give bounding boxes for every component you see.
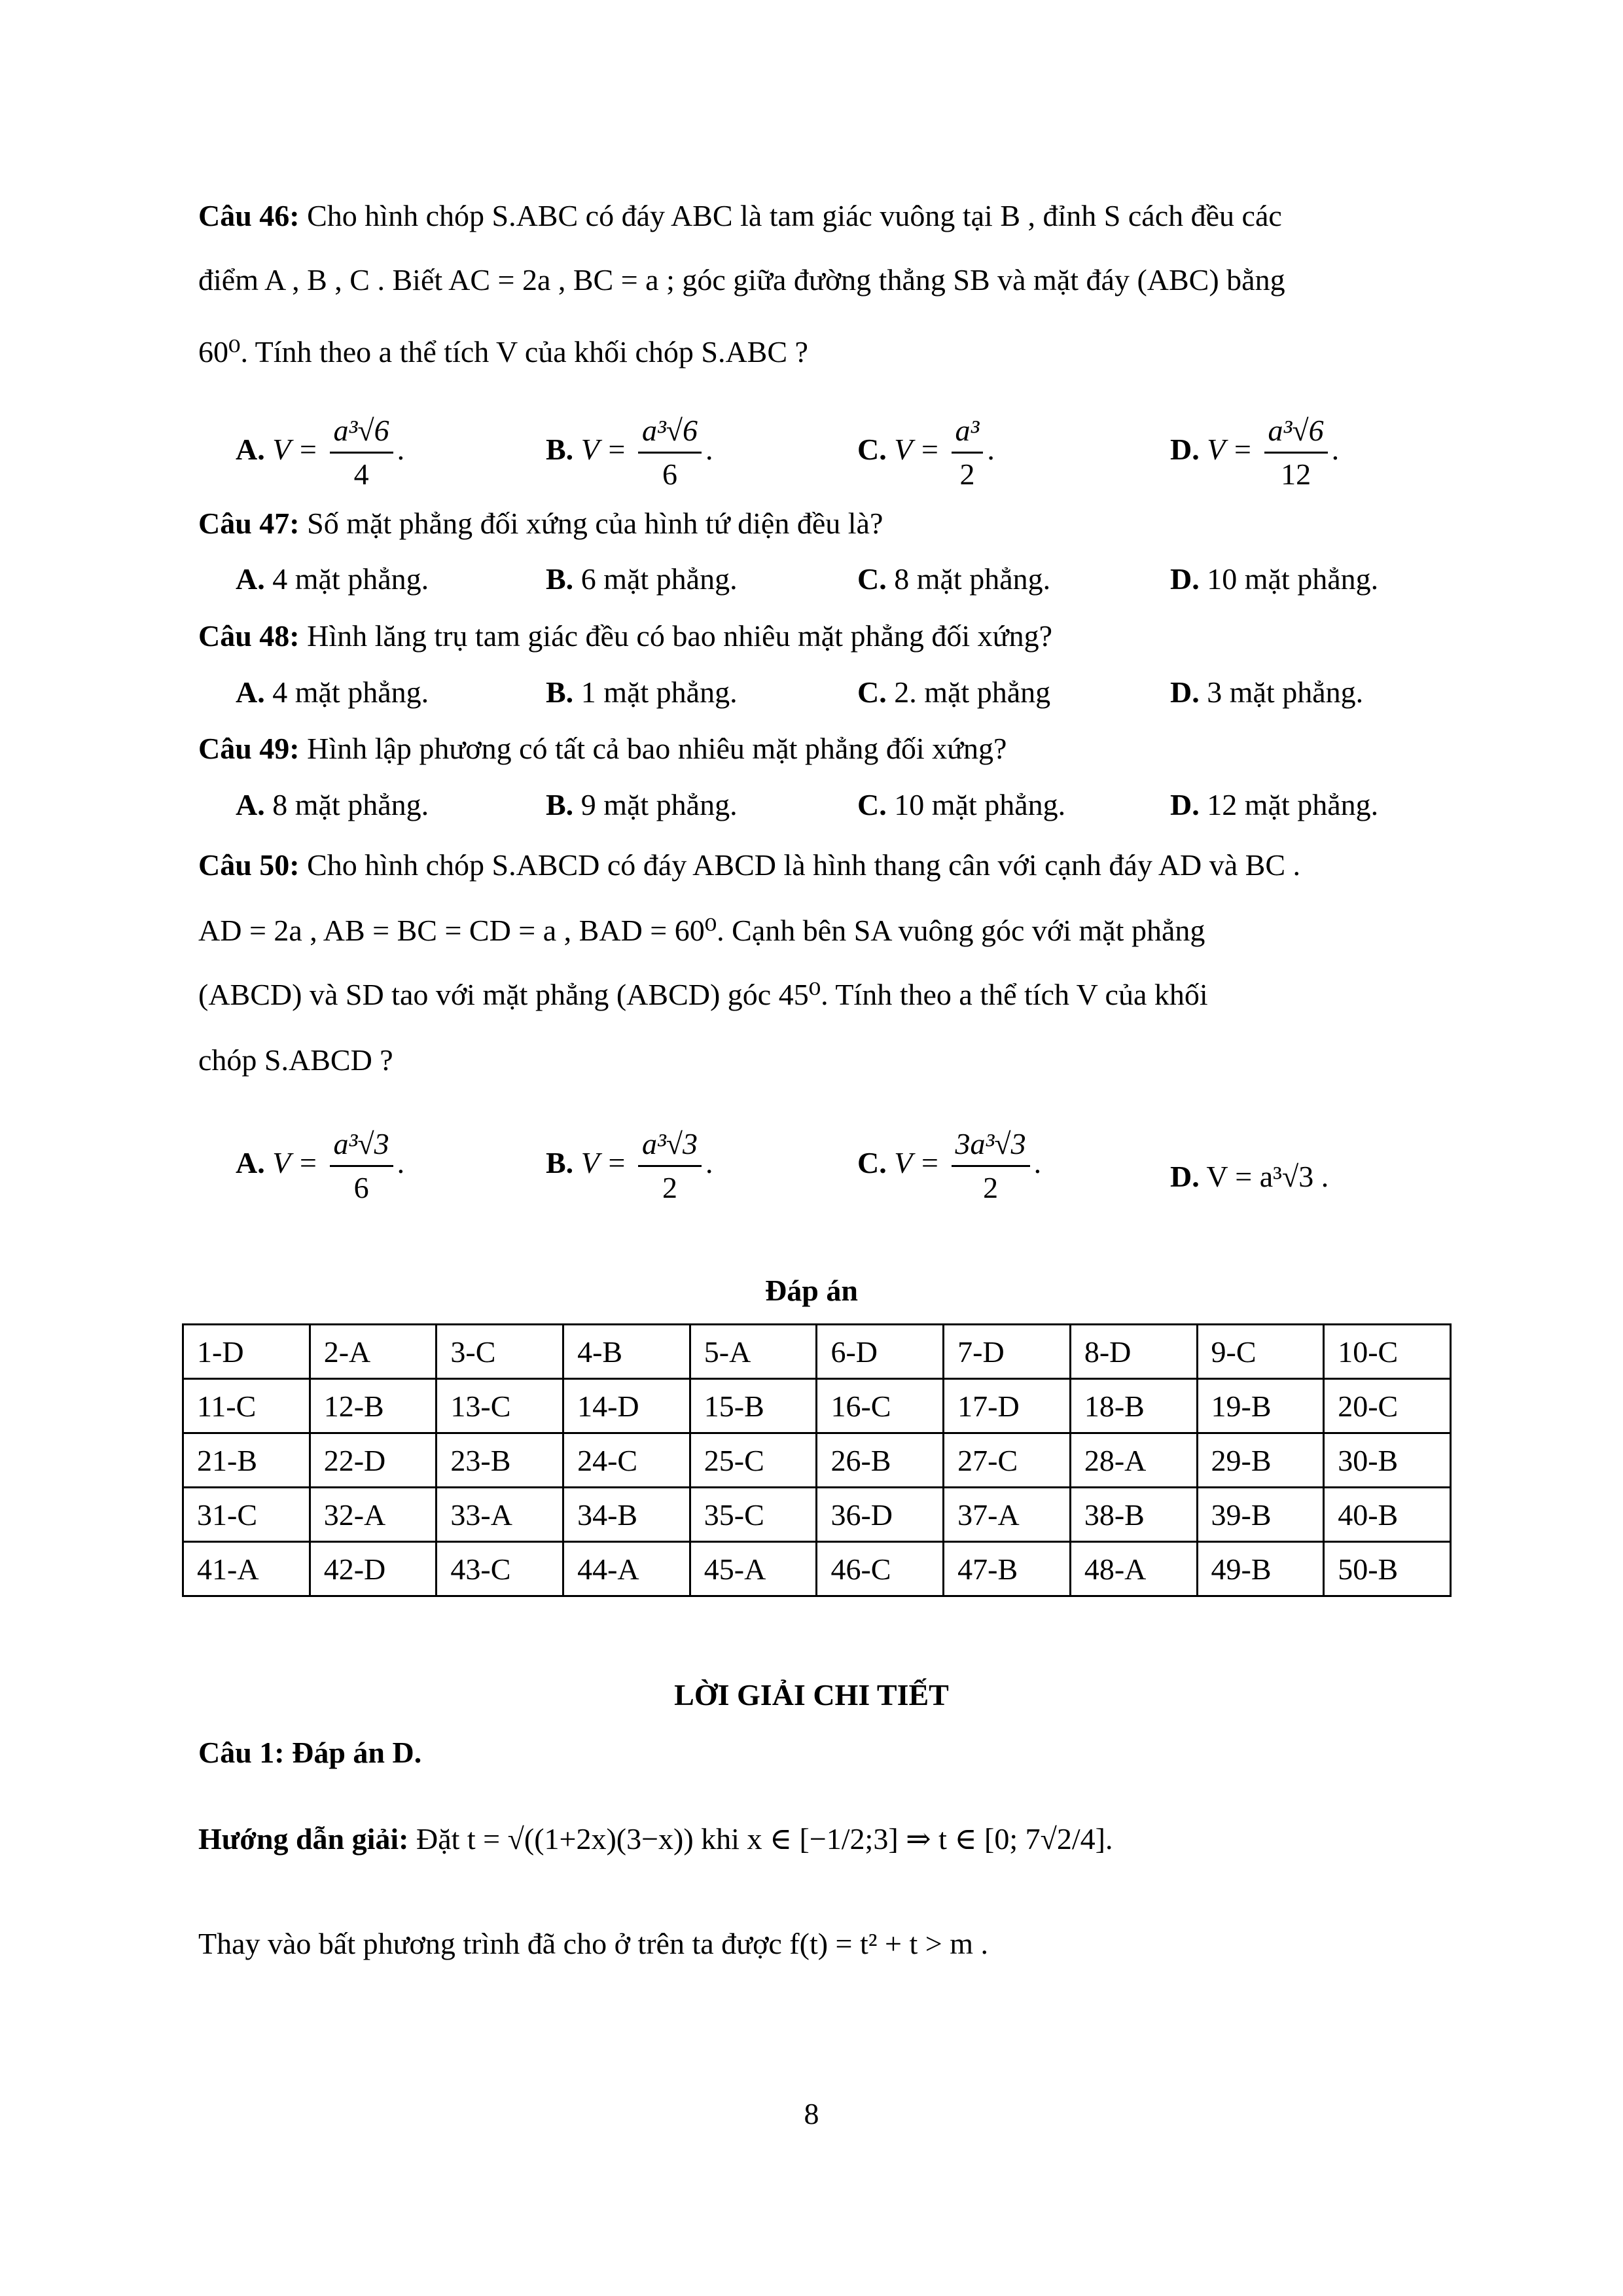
answer-cell: 14-D <box>563 1379 690 1433</box>
q46-label: Câu 46: <box>198 199 300 232</box>
answer-cell: 48-A <box>1070 1542 1197 1596</box>
answer-cell: 4-B <box>563 1325 690 1379</box>
answer-cell: 6-D <box>817 1325 944 1379</box>
q48-option-a[interactable]: A. 4 mặt phẳng. <box>236 675 429 709</box>
answer-cell: 39-B <box>1197 1488 1324 1542</box>
q50-option-b[interactable]: B. V = $\frac{\text{a³√3}}{2}$ . <box>546 1126 713 1206</box>
answer-cell: 36-D <box>817 1488 944 1542</box>
q47-stem: Câu 47: Số mặt phẳng đối xứng của hình tứ diện đều là? <box>198 507 883 540</box>
fraction: $\frac{\text{a³√3}}{2}$ <box>638 1126 702 1206</box>
answer-cell: 33-A <box>437 1488 563 1542</box>
answer-cell: 21-B <box>183 1433 310 1488</box>
answer-cell: 1-D <box>183 1325 310 1379</box>
answers-title: Đáp án <box>765 1274 858 1307</box>
answer-cell: 16-C <box>817 1379 944 1433</box>
answer-cell: 45-A <box>690 1542 817 1596</box>
q50-line1: Câu 50: Cho hình chóp S.ABCD có đáy ABCD là hình thang cân với cạnh đáy AD và BC . <box>198 848 1301 882</box>
fraction: $\frac{\text{3a³√3}}{2}$ <box>952 1126 1030 1206</box>
answer-cell: 11-C <box>183 1379 310 1433</box>
answer-cell: 46-C <box>817 1542 944 1596</box>
answer-cell: 38-B <box>1070 1488 1197 1542</box>
solution-title: LỜI GIẢI CHI TIẾT <box>674 1678 949 1712</box>
q48-option-b[interactable]: B. 1 mặt phẳng. <box>546 675 738 709</box>
answer-cell: 30-B <box>1324 1433 1451 1488</box>
answer-cell: 34-B <box>563 1488 690 1542</box>
q46-option-d[interactable]: D. V = $\frac{\text{a³√6}}{12}$ . <box>1170 412 1339 493</box>
table-row <box>183 1488 1451 1542</box>
answer-cell: 18-B <box>1070 1379 1197 1433</box>
q46-option-a[interactable]: A. V = $\frac{\text{a³√6}}{4}$ . <box>236 412 404 493</box>
answer-cell: 32-A <box>310 1488 437 1542</box>
q48-option-c[interactable]: C. 2. mặt phẳng <box>857 675 1051 709</box>
answer-cell: 31-C <box>183 1488 310 1542</box>
table-row <box>183 1433 1451 1488</box>
fraction: $\frac{\text{a³√3}}{6}$ <box>330 1126 393 1206</box>
answer-cell: 27-C <box>944 1433 1071 1488</box>
solution-line-2: Thay vào bất phương trình đã cho ở trên ta được f(t) = t² + t > m . <box>198 1927 989 1960</box>
answer-cell: 17-D <box>944 1379 1071 1433</box>
fraction: $\frac{\text{a³√6}}{12}$ <box>1264 412 1328 493</box>
q50-option-d[interactable]: D. V = a³√3 . <box>1170 1160 1329 1193</box>
answer-cell: 29-B <box>1197 1433 1324 1488</box>
q49-stem: Câu 49: Hình lập phương có tất cả bao nhiêu mặt phẳng đối xứng? <box>198 732 1007 765</box>
q48-option-d[interactable]: D. 3 mặt phẳng. <box>1170 675 1364 709</box>
q50-option-c[interactable]: C. V = $\frac{\text{3a³√3}}{2}$ . <box>857 1126 1041 1206</box>
answer-cell: 13-C <box>437 1379 563 1433</box>
answer-cell: 7-D <box>944 1325 1071 1379</box>
q46-option-c[interactable]: C. V = $\frac{\text{a³}}{2}$ . <box>857 412 995 493</box>
answer-cell: 19-B <box>1197 1379 1324 1433</box>
answer-cell: 12-B <box>310 1379 437 1433</box>
table-row <box>183 1379 1451 1433</box>
answer-cell: 49-B <box>1197 1542 1324 1596</box>
answer-cell: 10-C <box>1324 1325 1451 1379</box>
answer-cell: 43-C <box>437 1542 563 1596</box>
q47-option-a[interactable]: A. 4 mặt phẳng. <box>236 562 429 596</box>
answer-cell: 42-D <box>310 1542 437 1596</box>
answer-cell: 23-B <box>437 1433 563 1488</box>
answer-cell: 44-A <box>563 1542 690 1596</box>
answer-cell: 37-A <box>944 1488 1071 1542</box>
table-row <box>183 1325 1451 1379</box>
q46-line1-text: Cho hình chóp S.ABC có đáy ABC là tam giác vuông tại B , đỉnh S cách đều các <box>307 199 1282 232</box>
q50-line3: (ABCD) và SD tao với mặt phẳng (ABCD) góc 45⁰. Tính theo a thể tích V của khối <box>198 978 1208 1011</box>
answer-cell: 47-B <box>944 1542 1071 1596</box>
q47-option-c[interactable]: C. 8 mặt phẳng. <box>857 562 1051 596</box>
answer-cell: 5-A <box>690 1325 817 1379</box>
q50-line2: AD = 2a , AB = BC = CD = a , BAD = 60⁰. Cạnh bên SA vuông góc với mặt phẳng <box>198 914 1205 947</box>
answer-cell: 50-B <box>1324 1542 1451 1596</box>
q47-option-b[interactable]: B. 6 mặt phẳng. <box>546 562 738 596</box>
q1-heading: Câu 1: Đáp án D. <box>198 1736 422 1769</box>
answer-cell: 26-B <box>817 1433 944 1488</box>
fraction: $\frac{\text{a³√6}}{6}$ <box>638 412 702 493</box>
answer-cell: 20-C <box>1324 1379 1451 1433</box>
q49-option-b[interactable]: B. 9 mặt phẳng. <box>546 788 738 821</box>
answer-cell: 41-A <box>183 1542 310 1596</box>
q46-option-b[interactable]: B. V = $\frac{\text{a³√6}}{6}$ . <box>546 412 713 493</box>
answer-cell: 3-C <box>437 1325 563 1379</box>
q50-option-a[interactable]: A. V = $\frac{\text{a³√3}}{6}$ . <box>236 1126 404 1206</box>
answer-cell: 2-A <box>310 1325 437 1379</box>
fraction: $\frac{\text{a³√6}}{4}$ <box>330 412 393 493</box>
table-row <box>183 1542 1451 1596</box>
q46-line3: 60⁰. Tính theo a thể tích V của khối chóp S.ABC ? <box>198 335 808 368</box>
q49-option-a[interactable]: A. 8 mặt phẳng. <box>236 788 429 821</box>
answer-cell: 35-C <box>690 1488 817 1542</box>
guide-line: Hướng dẫn giải: Đặt t = √((1+2x)(3−x)) khi x ∈ [−1/2;3] ⇒ t ∈ [0; 7√2/4]. <box>198 1822 1113 1856</box>
answer-cell: 9-C <box>1197 1325 1324 1379</box>
answer-cell: 15-B <box>690 1379 817 1433</box>
page-number: 8 <box>804 2097 819 2130</box>
q46-line2: điểm A , B , C . Biết AC = 2a , BC = a ; góc giữa đường thẳng SB và mặt đáy (ABC) bằng <box>198 263 1285 296</box>
q46-line1 <box>198 196 1436 236</box>
q50-line4: chóp S.ABCD ? <box>198 1043 393 1077</box>
answer-cell: 8-D <box>1070 1325 1197 1379</box>
answer-cell: 25-C <box>690 1433 817 1488</box>
answer-cell: 24-C <box>563 1433 690 1488</box>
answer-cell: 28-A <box>1070 1433 1197 1488</box>
q47-option-d[interactable]: D. 10 mặt phẳng. <box>1170 562 1379 596</box>
fraction: $\frac{\text{a³}}{2}$ <box>952 412 984 493</box>
q49-option-c[interactable]: C. 10 mặt phẳng. <box>857 788 1066 821</box>
answer-table <box>182 1323 1452 1597</box>
q49-option-d[interactable]: D. 12 mặt phẳng. <box>1170 788 1379 821</box>
answer-cell: 40-B <box>1324 1488 1451 1542</box>
q48-stem: Câu 48: Hình lăng trụ tam giác đều có bao nhiêu mặt phẳng đối xứng? <box>198 619 1052 653</box>
answer-cell: 22-D <box>310 1433 437 1488</box>
